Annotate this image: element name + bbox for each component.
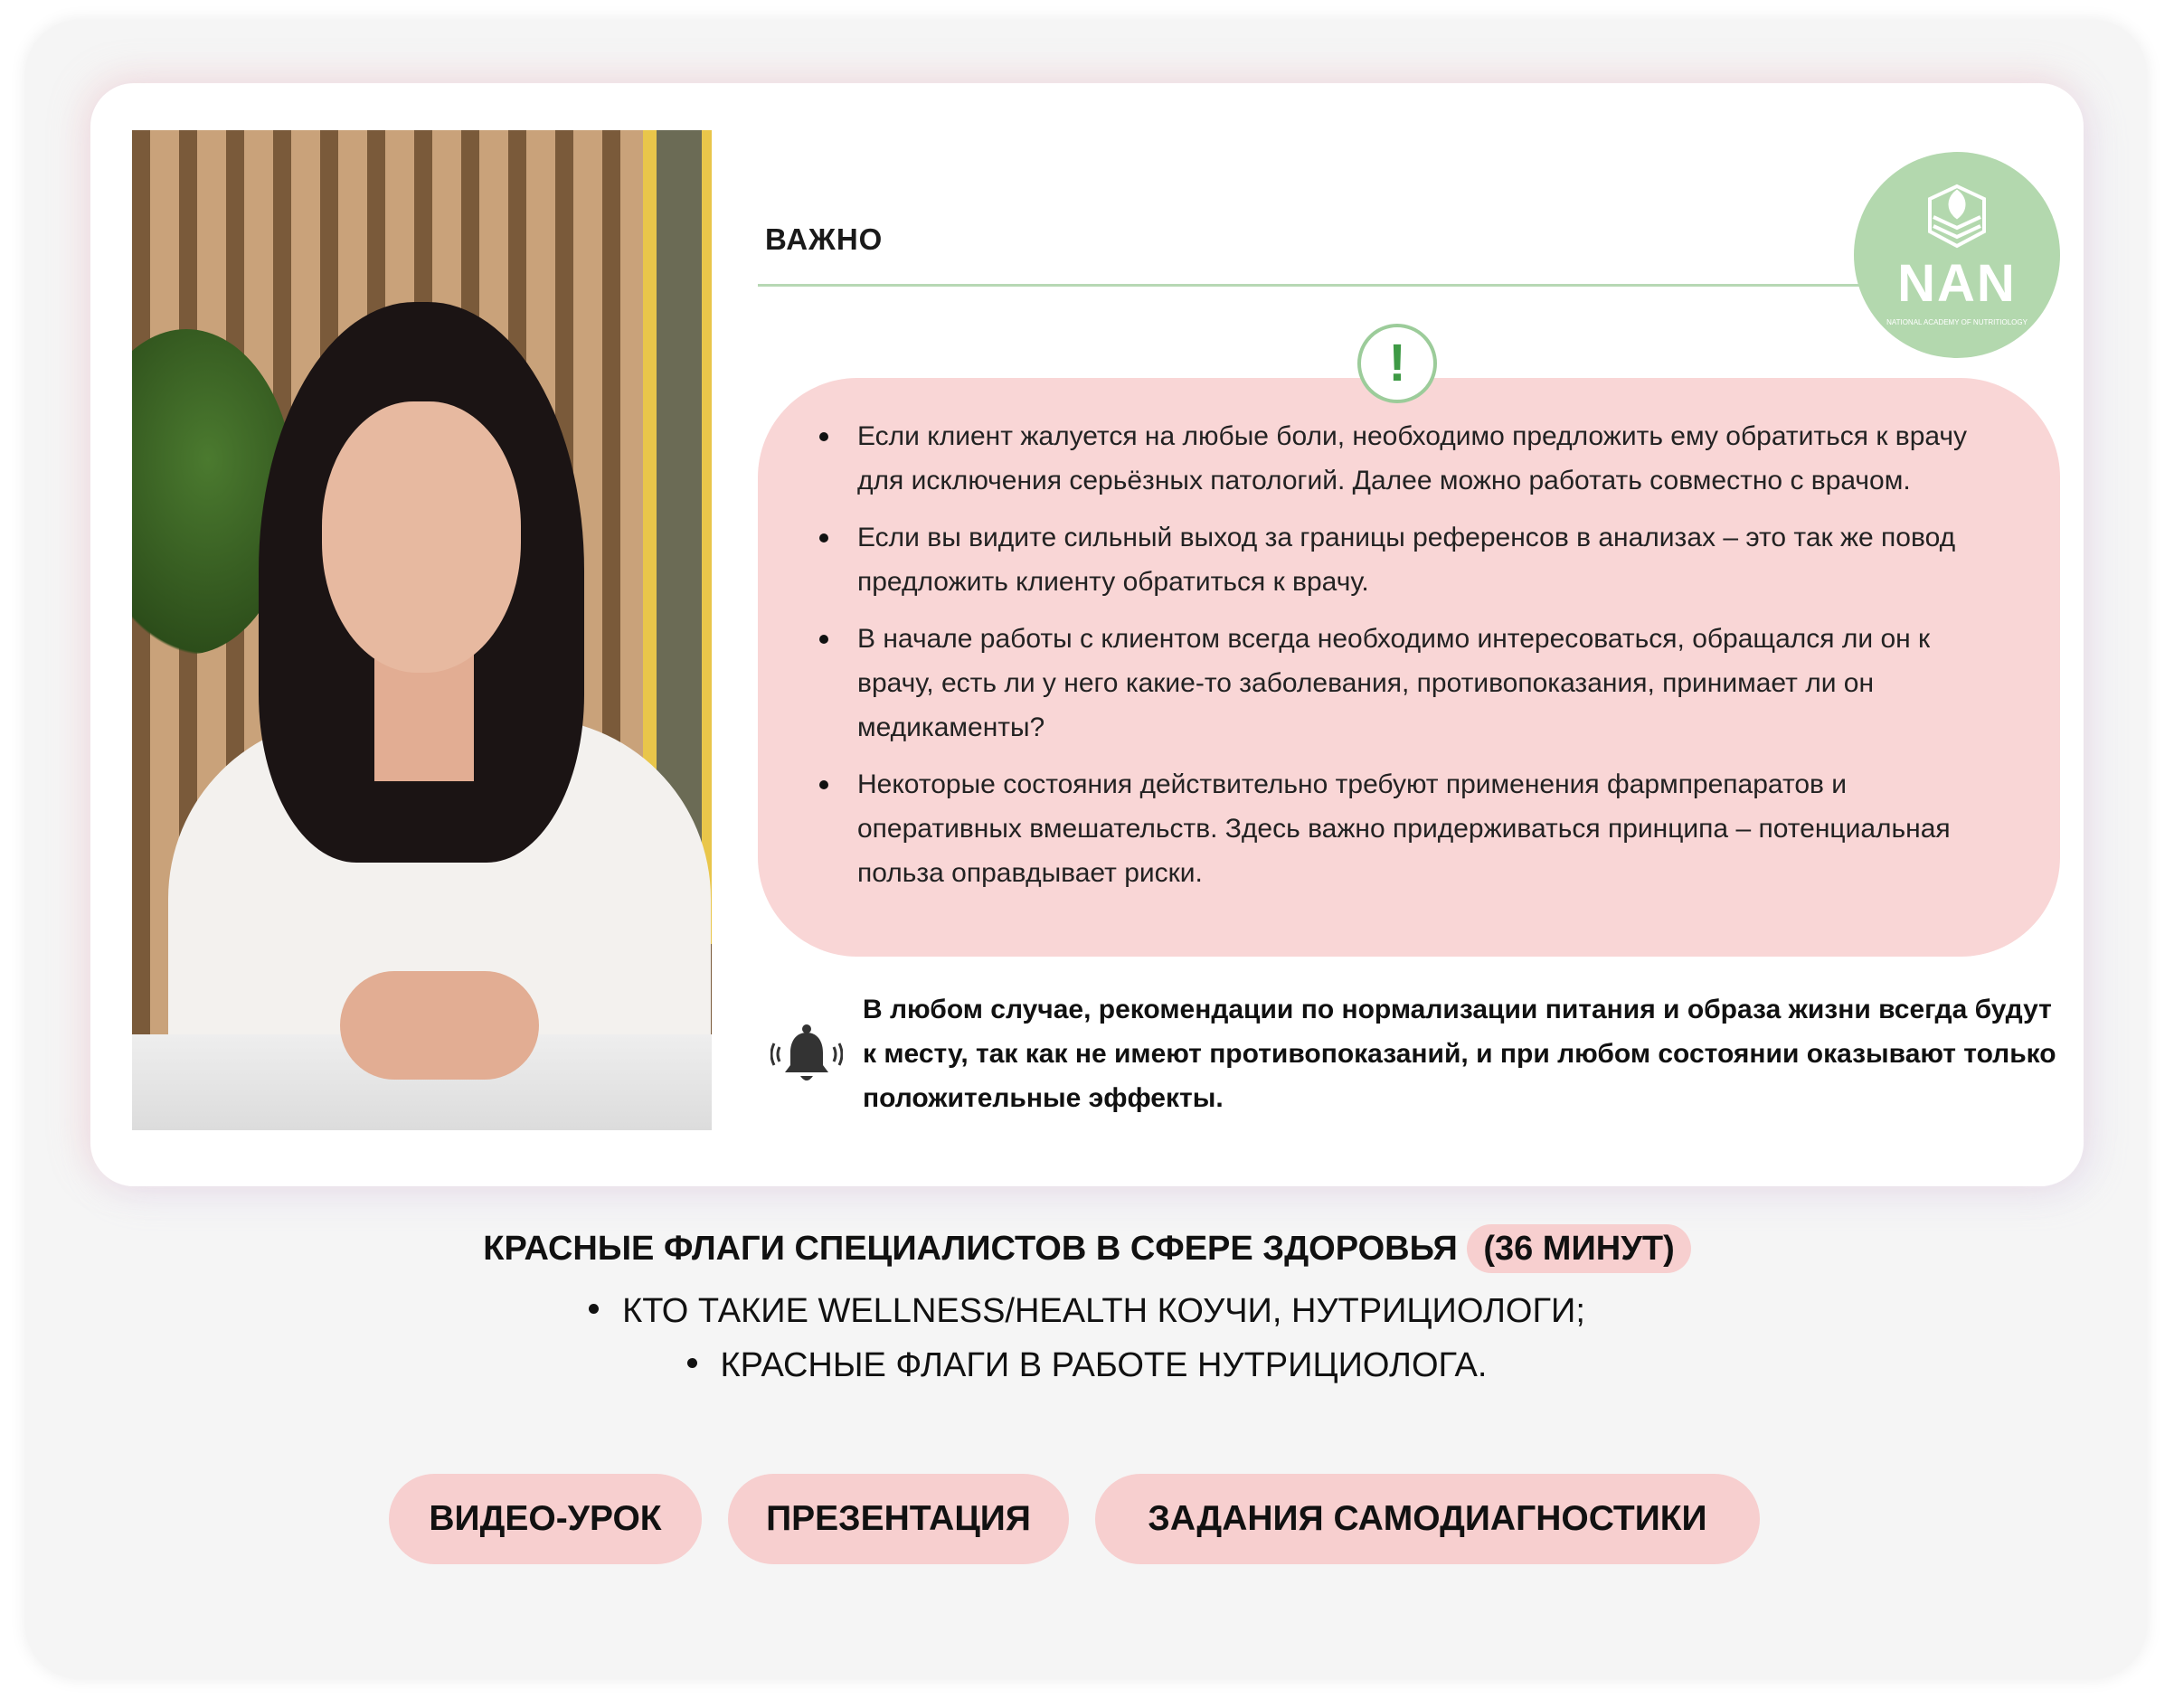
topic-text: КРАСНЫЕ ФЛАГИ В РАБОТЕ НУТРИЦИОЛОГА. [720,1346,1488,1384]
self-diagnostics-button[interactable]: ЗАДАНИЯ САМОДИАГНОСТИКИ [1095,1474,1760,1564]
lesson-preview[interactable] [90,83,2084,1186]
nan-logo [1854,152,2060,358]
topic-item [0,1284,2174,1338]
lesson-title [0,1230,2174,1269]
topic-item [0,1338,2174,1392]
slide-divider [758,284,1861,287]
lesson-duration-badge: (36 МИНУТ) [1467,1224,1690,1273]
exclamation-icon [1357,324,1437,403]
presenter-hands [340,971,539,1080]
topic-text: КТО ТАКИЕ WELLNESS/HEALTH КОУЧИ, НУТРИЦИОЛОГИ; [622,1292,1585,1330]
presentation-slide [758,130,2060,1130]
list-item: Если вы видите сильный выход за границы референсов в анализах – это так же повод предложить клиенту обратиться к врачу. [814,515,2008,604]
list-item: В начале работы с клиентом всегда необходимо интересоваться, обращался ли он к врачу, есть ли у него какие-то заболевания, противопоказания, принимает ли он медикаменты? [814,617,2008,750]
lesson-title-text: КРАСНЫЕ ФЛАГИ СПЕЦИАЛИСТОВ В СФЕРЕ ЗДОРОВЬЯ [483,1230,1458,1268]
important-list [814,414,2008,908]
logo-text: NAN [1897,254,2017,313]
logo-subtitle: NATIONAL ACADEMY OF NUTRITIOLOGY [1886,318,2027,326]
presenter-face [322,401,521,673]
slide-title: ВАЖНО [765,222,884,256]
book-leaf-icon [1921,181,1993,253]
bell-icon [770,1020,843,1092]
exclamation-glyph: ! [1388,334,1406,392]
list-item: Некоторые состояния действительно требуют применения фармпрепаратов и оперативных вмешательств. Здесь важно придерживаться принципа – потенциальная польза оправдывает риски. [814,762,2008,895]
presentation-button[interactable]: ПРЕЗЕНТАЦИЯ [728,1474,1069,1564]
bullet-dot [687,1358,697,1368]
list-item: Если клиент жалуется на любые боли, необходимо предложить ему обратиться к врачу для исключения серьёзных патологий. Далее можно работать совместно с врачом. [814,414,2008,503]
bullet-dot [589,1304,599,1314]
slide-note: В любом случае, рекомендации по нормализации питания и образа жизни всегда будут к месту, так как не имеют противопоказаний, и при любом состоянии оказывают только положительные эффекты. [863,995,2056,1113]
lesson-topics [0,1284,2174,1392]
important-box [758,378,2060,957]
presenter-video-thumbnail[interactable] [132,130,712,1130]
video-lesson-button[interactable]: ВИДЕО-УРОК [389,1474,702,1564]
